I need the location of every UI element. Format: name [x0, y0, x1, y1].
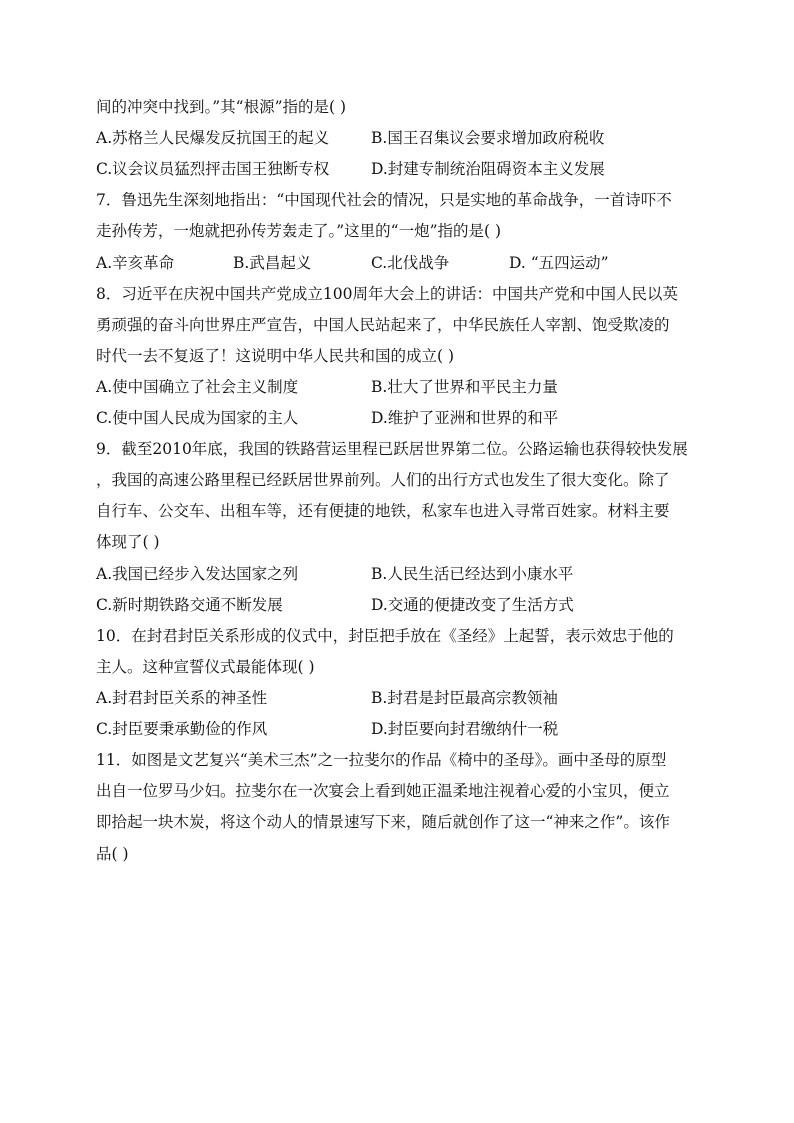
- q7-option-b: B.武昌起义: [233, 254, 312, 272]
- q8-stem-line-2: 勇顽强的奋斗向世界庄严宣告，中国人民站起来了，中华民族任人宰割、饱受欺凌的: [96, 316, 670, 334]
- q10-stem-line-2: 主人。这种宣誓仪式最能体现( ): [96, 658, 315, 676]
- q7-stem-line-2: 走孙传芳，一炮就把孙传芳轰走了。”这里的“一炮”指的是( ): [96, 222, 502, 240]
- q6-option-c: C.议会议员猛烈抨击国王独断专权: [96, 160, 330, 178]
- q9-option-b: B.人民生活已经达到小康水平: [371, 565, 574, 583]
- q8-stem-line-1: 8．习近平在庆祝中国共产党成立100周年大会上的讲话：中国共产党和中国人民以英: [96, 285, 678, 303]
- q9-stem-line-3: 自行车、公交车、出租车等，还有便捷的地铁，私家车也进入寻常百姓家。材料主要: [96, 502, 670, 520]
- q6-option-b: B.国王召集议会要求增加政府税收: [371, 129, 605, 147]
- q10-option-c: C.封臣要秉承勤俭的作风: [96, 720, 268, 738]
- q9-option-a: A.我国已经步入发达国家之列: [96, 565, 299, 583]
- q6-option-d: D.封建专制统治阻碍资本主义发展: [371, 160, 605, 178]
- q9-stem-line-1: 9．截至2010年底，我国的铁路营运里程已跃居世界第二位。公路运输也获得较快发展: [96, 440, 688, 458]
- q11-stem-line-4: 品( ): [96, 845, 129, 863]
- q7-option-a: A.辛亥革命: [96, 254, 175, 272]
- q9-stem-line-2: ，我国的高速公路里程已经跃居世界前列。人们的出行方式也发生了很大变化。除了: [96, 471, 670, 489]
- q11-stem-line-2: 出自一位罗马少妇。拉斐尔在一次宴会上看到她正温柔地注视着心爱的小宝贝，便立: [96, 782, 670, 800]
- q10-stem-line-1: 10．在封君封臣关系形成的仪式中，封臣把手放在《圣经》上起誓，表示效忠于他的: [96, 627, 674, 645]
- q7-option-c: C.北伐战争: [371, 254, 450, 272]
- q10-option-d: D.封臣要向封君缴纳什一税: [371, 720, 559, 738]
- q8-option-b: B.壮大了世界和平民主力量: [371, 378, 558, 396]
- q8-stem-line-3: 时代一去不复返了！这说明中华人民共和国的成立( ): [96, 347, 455, 365]
- q8-option-d: D.维护了亚洲和世界的和平: [371, 409, 559, 427]
- q9-stem-line-4: 体现了( ): [96, 533, 160, 551]
- q7-stem-line-1: 7．鲁迅先生深刻地指出：“中国现代社会的情况，只是实地的革命战争，一首诗吓不: [96, 191, 672, 209]
- q7-option-d: D. “五四运动”: [509, 254, 609, 272]
- q9-option-d: D.交通的便捷改变了生活方式: [371, 596, 574, 614]
- q6-stem-continued: 间的冲突中找到。”其“根源”指的是( ): [96, 98, 347, 116]
- q11-stem-line-3: 即拾起一块木炭，将这个动人的情景速写下来，随后就创作了这一“神来之作”。该作: [96, 813, 670, 831]
- q6-option-a: A.苏格兰人民爆发反抗国王的起义: [96, 129, 330, 147]
- q10-option-b: B.封君是封臣最高宗教领袖: [371, 689, 558, 707]
- q10-option-a: A.封君封臣关系的神圣性: [96, 689, 268, 707]
- q8-option-c: C.使中国人民成为国家的主人: [96, 409, 299, 427]
- q9-option-c: C.新时期铁路交通不断发展: [96, 596, 283, 614]
- q11-stem-line-1: 11．如图是文艺复兴“美术三杰”之一拉斐尔的作品《椅中的圣母》。画中圣母的原型: [96, 751, 667, 769]
- q8-option-a: A.使中国确立了社会主义制度: [96, 378, 299, 396]
